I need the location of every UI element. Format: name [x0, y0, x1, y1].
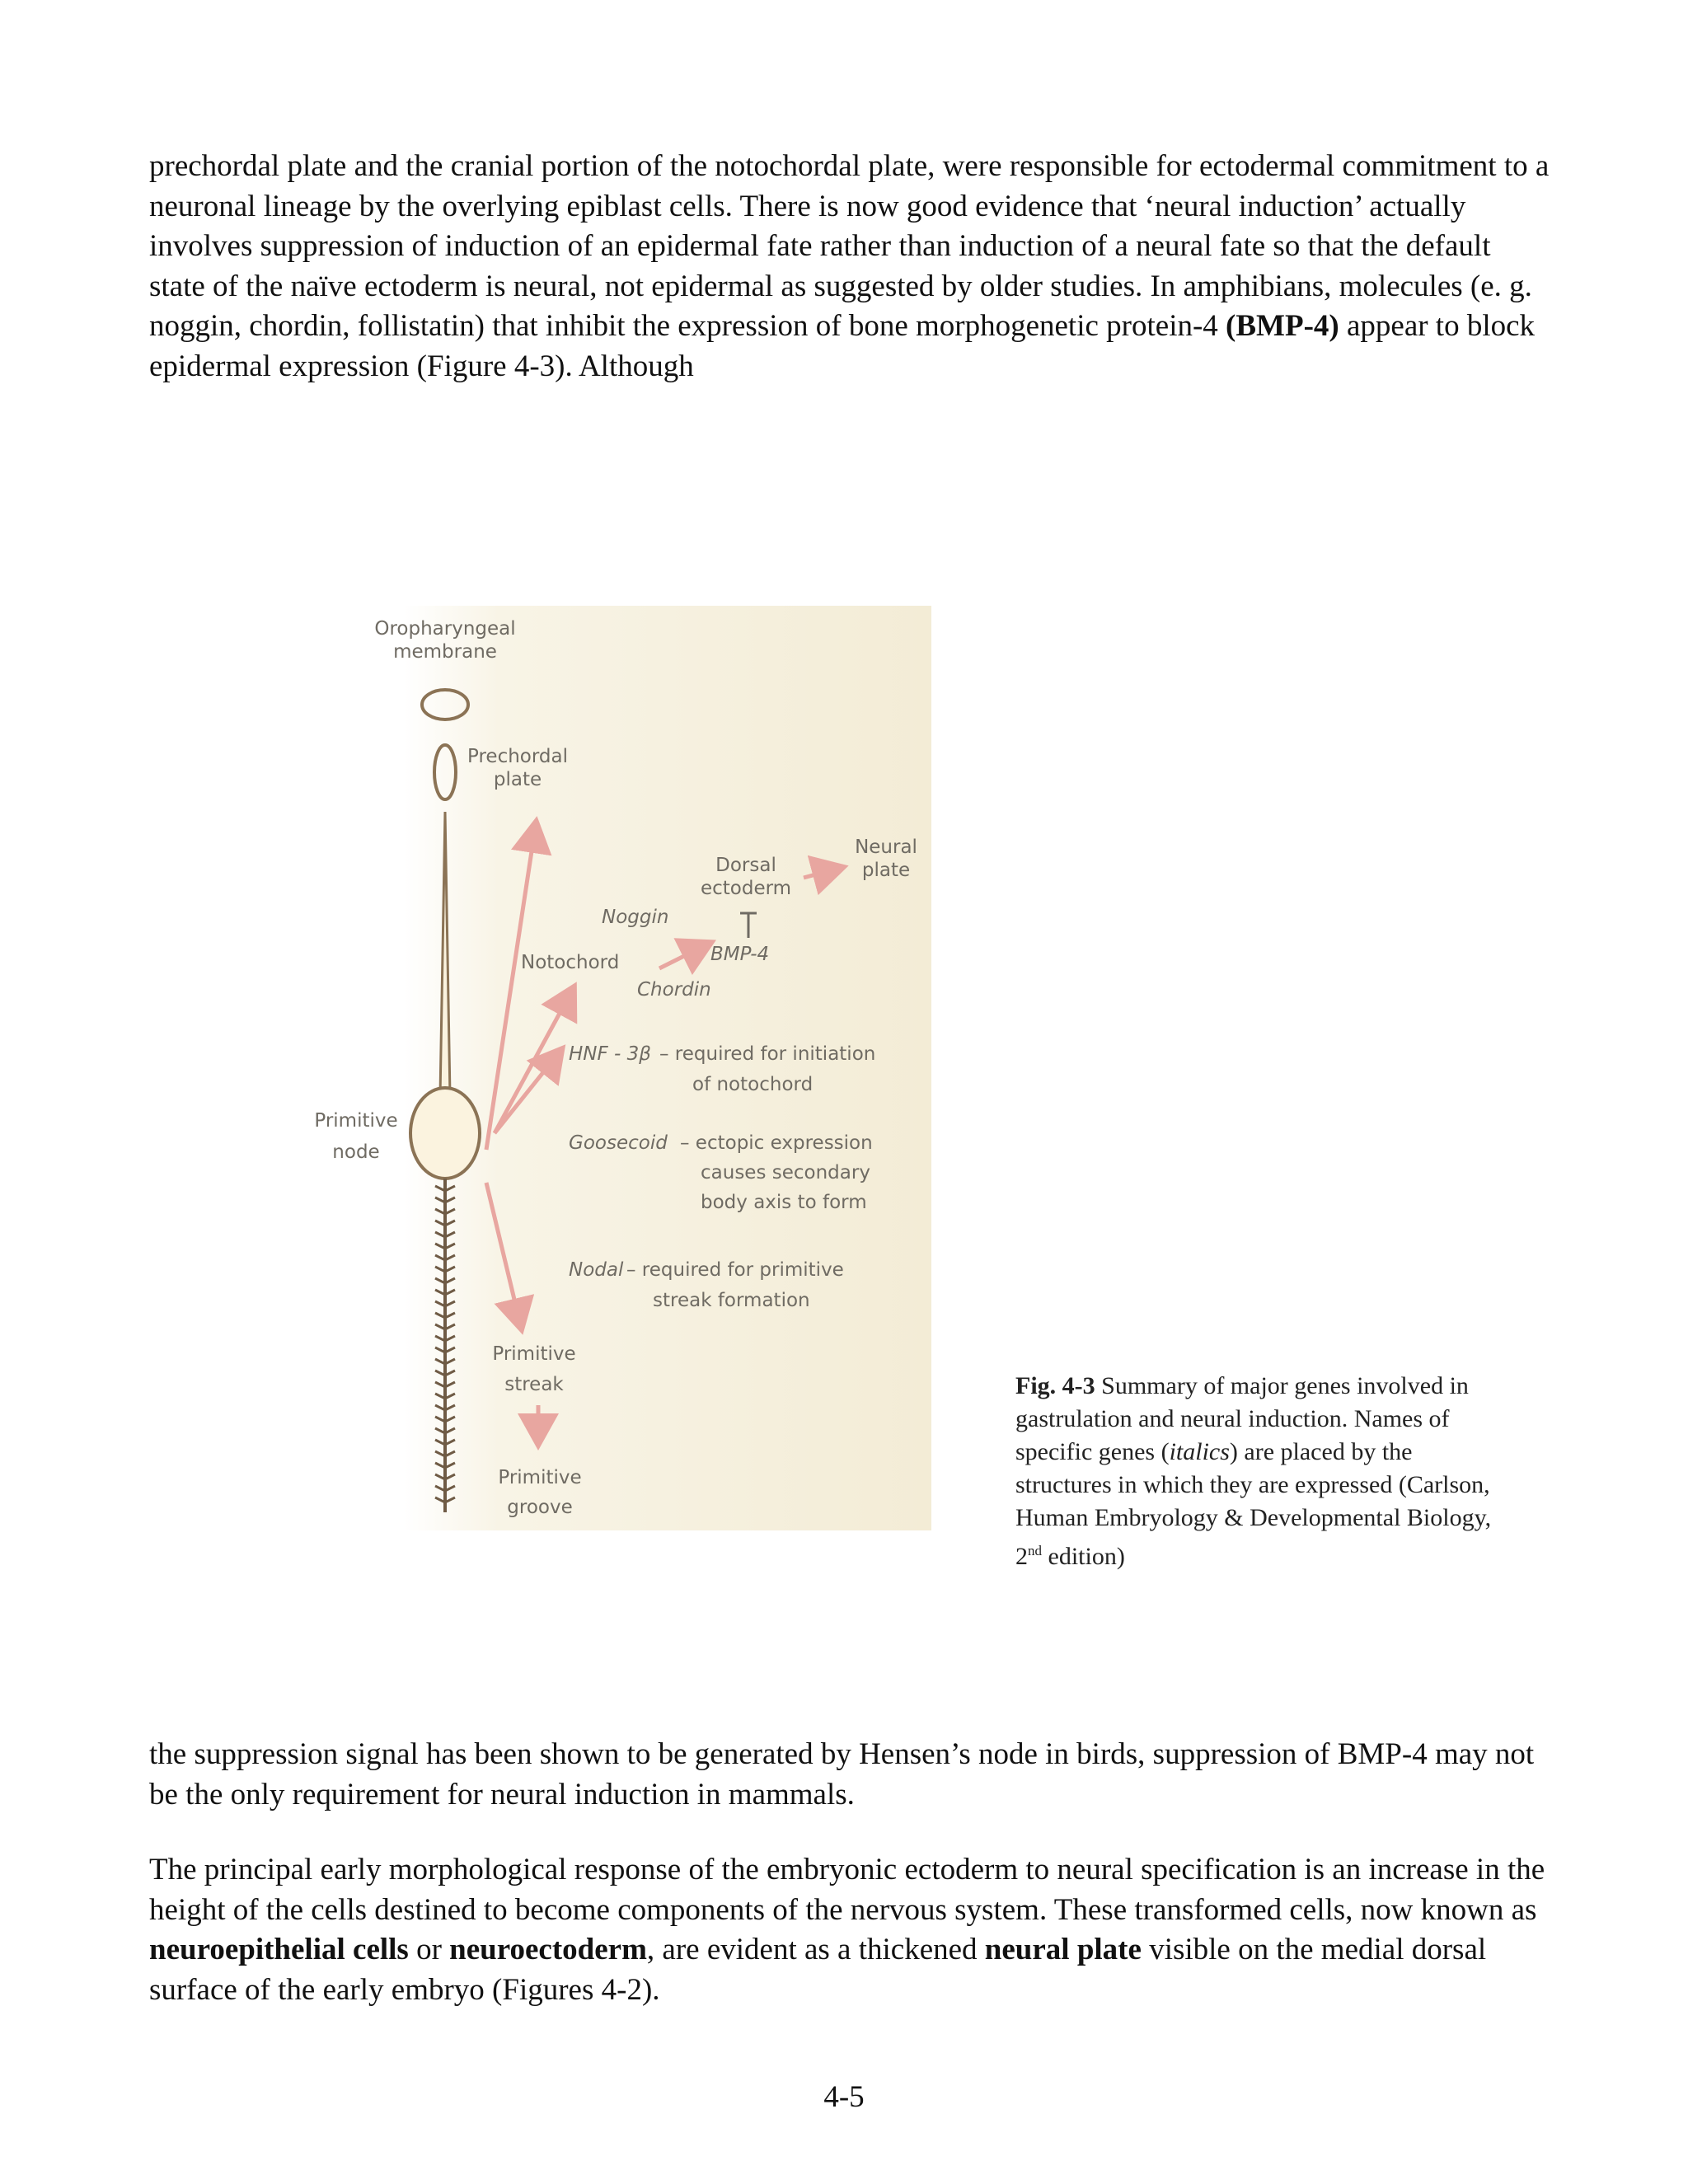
- label-goosecoid-desc-3: body axis to form: [701, 1192, 867, 1213]
- label-notochord: Notochord: [521, 952, 620, 973]
- page-number: 4-5: [823, 2080, 865, 2114]
- label-oropharyngeal-2: membrane: [393, 641, 497, 663]
- label-hnf-desc-2: of notochord: [692, 1074, 814, 1095]
- label-neural-1: Neural: [855, 837, 917, 858]
- label-dorsal-1: Dorsal: [715, 855, 776, 876]
- figure-caption: Fig. 4-3 Summary of major genes involved in gastrulation and neural induction. Names of specific genes (italics) are placed by the structures in which they are expressed (Carlson, Human Embryology & Developmental Biology, 2nd edition): [1015, 1372, 1492, 1570]
- label-groove-1: Primitive: [498, 1467, 582, 1488]
- label-prechordal-1: Prechordal: [467, 746, 568, 767]
- label-streak-2: streak: [504, 1374, 564, 1395]
- figure-label: Fig. 4-3: [1015, 1372, 1095, 1399]
- figure-background: [404, 606, 931, 1530]
- label-primitive-node-1: Primitive: [314, 1110, 398, 1132]
- label-chordin: Chordin: [637, 979, 711, 1001]
- paragraph-2: the suppression signal has been shown to be generated by Hensen’s node in birds, suppression of BMP-4 may not be the only requirement for neural induction in mammals.: [149, 1737, 1535, 1811]
- label-nodal-gene: Nodal: [569, 1259, 624, 1281]
- figure-gastrulation-diagram: [297, 606, 931, 1530]
- label-goosecoid-gene: Goosecoid: [569, 1132, 668, 1154]
- label-streak-1: Primitive: [492, 1343, 576, 1365]
- label-primitive-node-2: node: [332, 1141, 380, 1163]
- label-goosecoid-desc-2: causes secondary: [701, 1162, 870, 1183]
- label-groove-2: groove: [507, 1497, 573, 1518]
- label-prechordal-2: plate: [493, 769, 542, 790]
- label-neural-2: plate: [861, 860, 911, 881]
- label-goosecoid-desc-1: – ectopic expression: [680, 1132, 873, 1154]
- paragraph-3: The principal early morphological response of the embryonic ectoderm to neural specification is an increase in the height of the cells destined to become components of the nervous system. These transformed cells, now known as neuroepithelial cells or neuroectoderm, are evident as a thickened neural plate visible on the medial dorsal surface of the early embryo (Figures 4-2).: [149, 1853, 1545, 2007]
- label-bmp4: BMP-4: [710, 944, 770, 965]
- label-hnf-gene: HNF - 3β: [569, 1043, 651, 1065]
- paragraph-1: prechordal plate and the cranial portion of the notochordal plate, were responsible for ectodermal commitment to a neuronal lineage by the overlying epiblast cells. There is now good evidence that ‘neural induction’ actually involves suppression of induction of an epidermal fate rather than induction of a neural fate so that the default state of the naïve ectoderm is neural, not epidermal as suggested by older studies. In amphibians, molecules (e. g. noggin, chordin, follistatin) that inhibit the expression of bone morphogenetic protein-4 (BMP-4) appear to block epidermal expression (Figure 4-3). Although: [149, 149, 1550, 383]
- label-noggin: Noggin: [602, 907, 669, 928]
- label-nodal-desc-2: streak formation: [653, 1290, 810, 1311]
- primitive-node-shape: [410, 1088, 480, 1179]
- label-oropharyngeal-1: Oropharyngeal: [374, 618, 516, 640]
- label-hnf-desc-1: – required for initiation: [659, 1043, 876, 1065]
- label-nodal-desc-1: – required for primitive: [626, 1259, 844, 1281]
- label-dorsal-2: ectoderm: [700, 878, 792, 899]
